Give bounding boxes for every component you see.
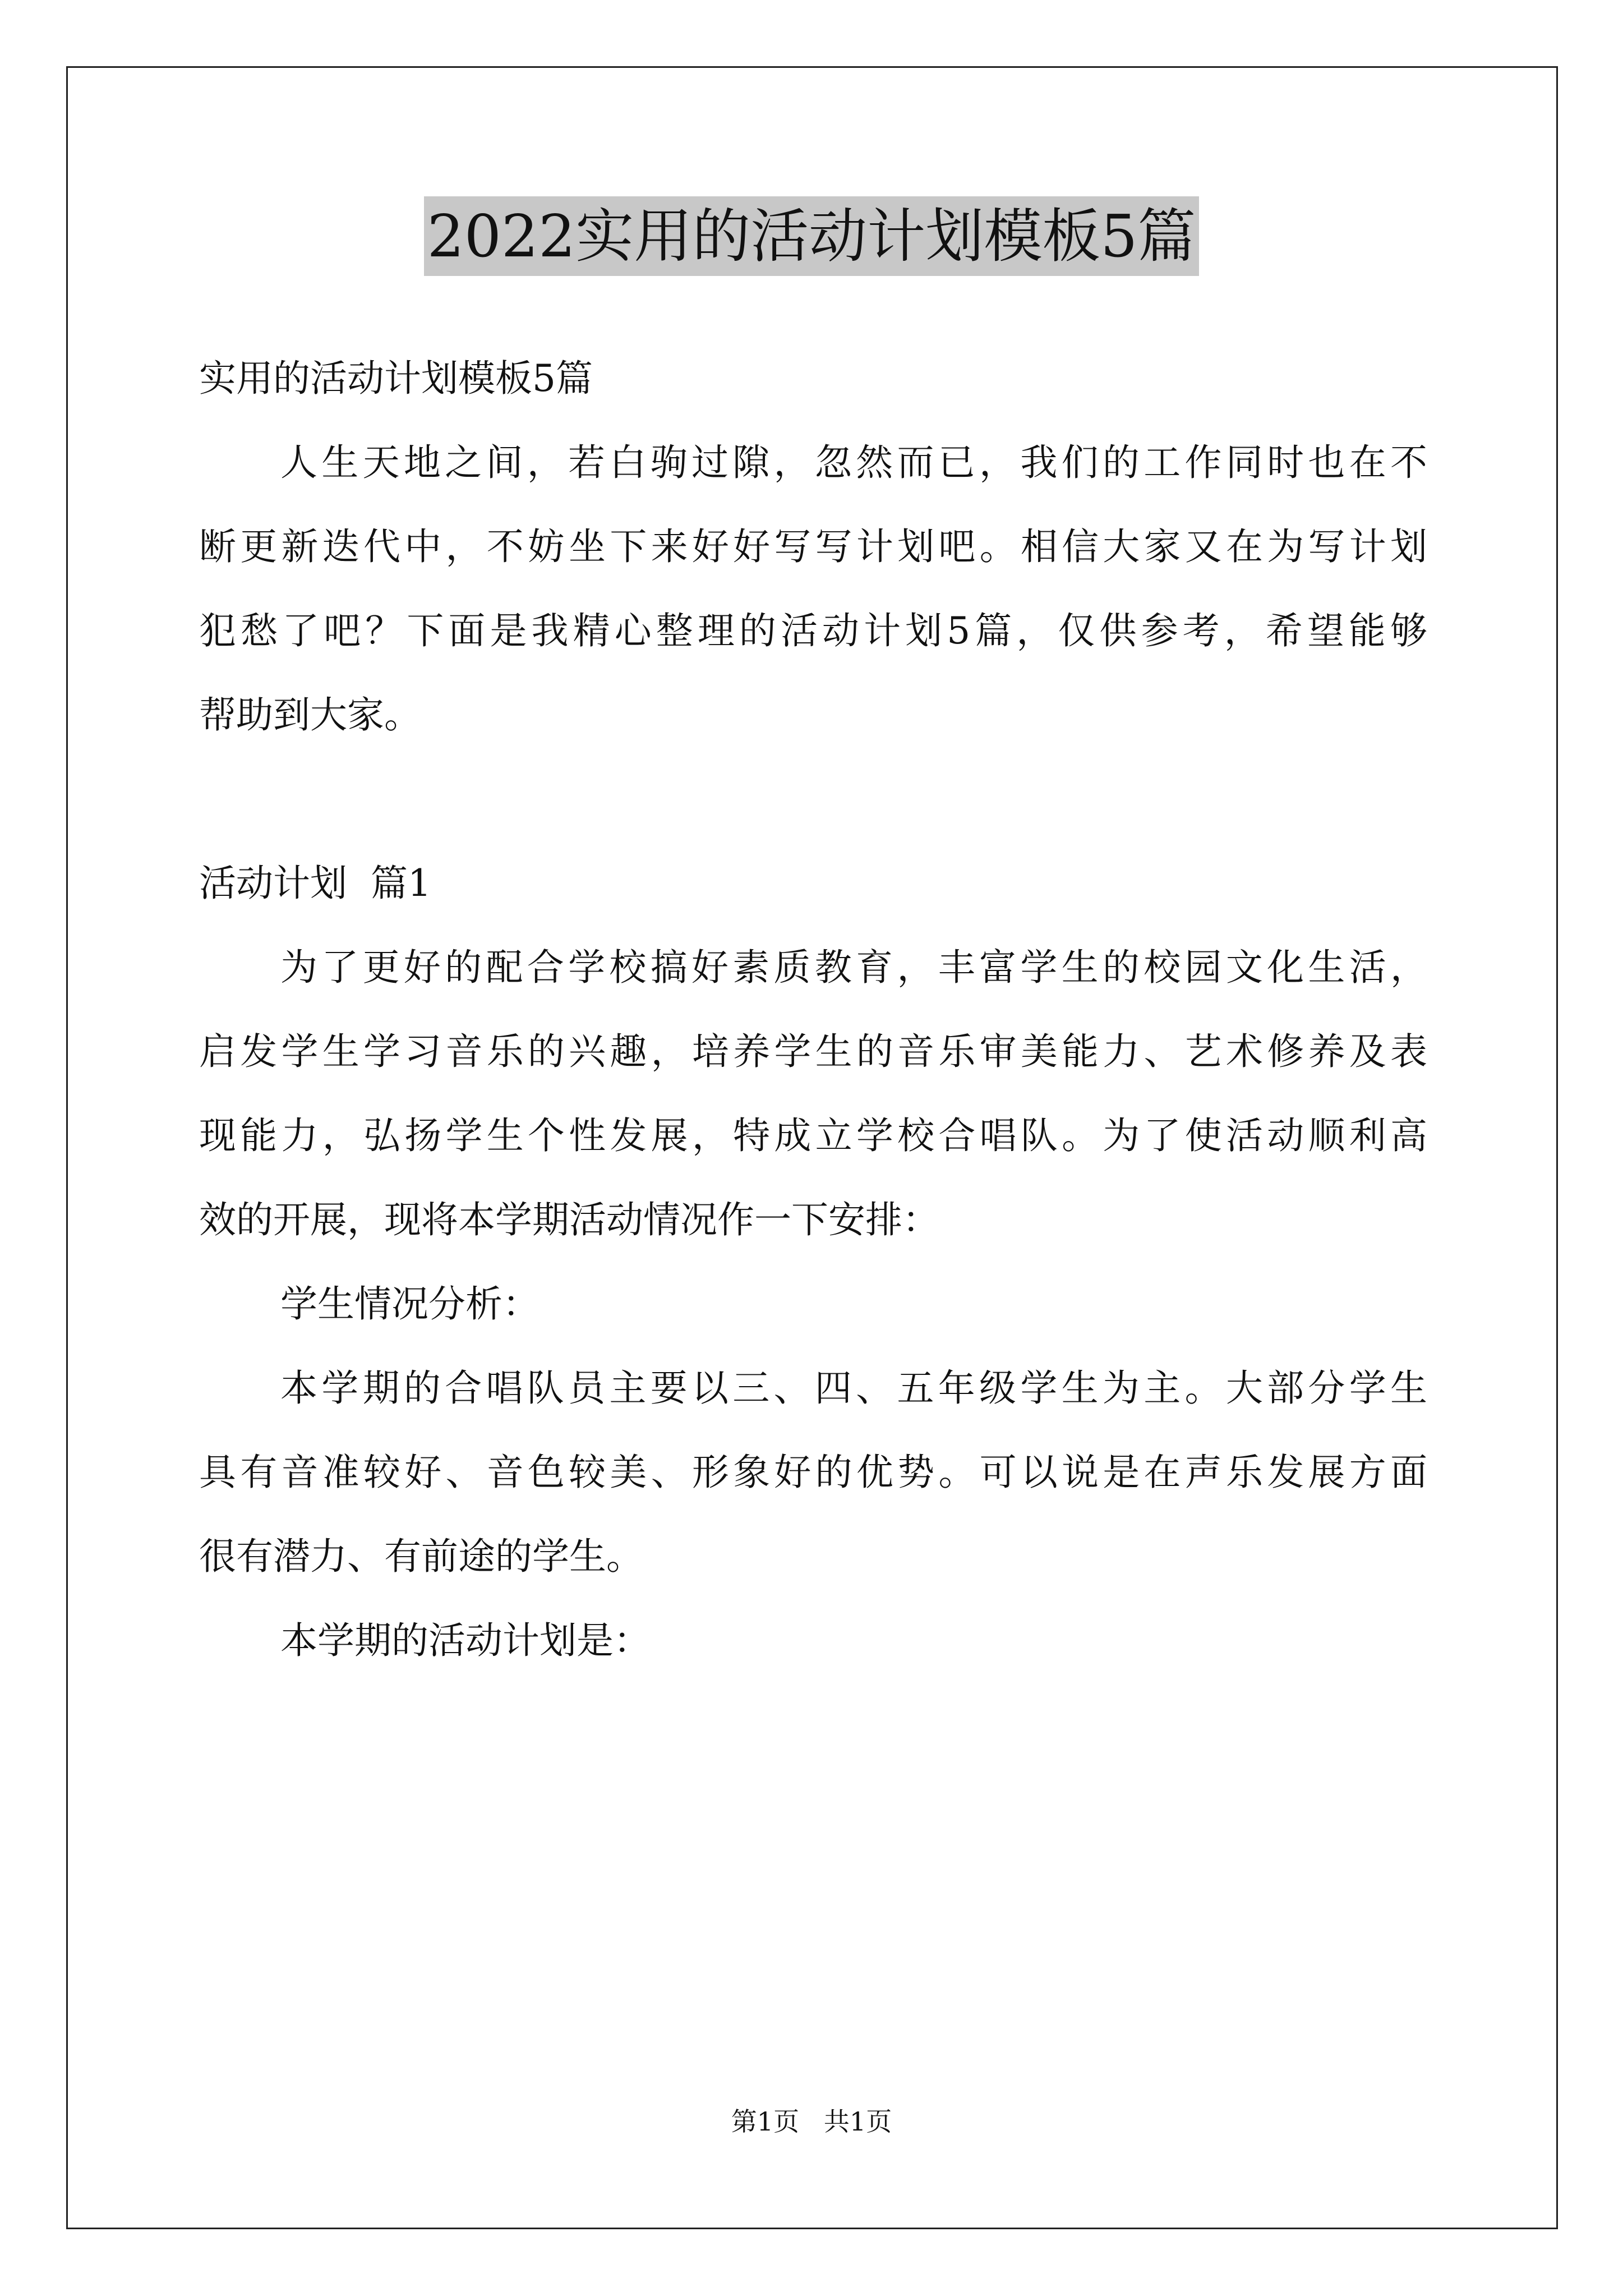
- intro-line-3: 犯愁了吧？下面是我精心整理的活动计划5篇，仅供参考，希望能够: [199, 609, 1427, 652]
- page-footer: 第1页 共1页: [731, 2106, 892, 2137]
- paragraph-gap: [199, 757, 1427, 841]
- intro-line-2: 断更新迭代中，不妨坐下来好好写写计划吧。相信大家又在为写计划: [199, 525, 1427, 568]
- section-para-line-1: 为了更好的配合学校搞好素质教育，丰富学生的校园文化生活，: [280, 946, 1427, 989]
- document-subtitle: 实用的活动计划模板5篇: [199, 357, 593, 400]
- document-title: 2022实用的活动计划模板5篇: [424, 196, 1200, 276]
- section-para-line-4: 效的开展，现将本学期活动情况作一下安排：: [199, 1198, 939, 1241]
- analysis-heading: 学生情况分析：: [280, 1282, 540, 1326]
- section-para-line-2: 启发学生学习音乐的兴趣，培养学生的音乐审美能力、艺术修养及表: [199, 1030, 1427, 1073]
- analysis-line-2: 具有音准较好、音色较美、形象好的优势。可以说是在声乐发展方面: [199, 1451, 1427, 1494]
- intro-line-1: 人生天地之间，若白驹过隙，忽然而已，我们的工作同时也在不: [280, 441, 1427, 484]
- title-wrapper: [0, 196, 1623, 276]
- section-heading: 活动计划 篇1: [199, 862, 431, 905]
- analysis-line-1: 本学期的合唱队员主要以三、四、五年级学生为主。大部分学生: [280, 1366, 1427, 1410]
- intro-line-4: 帮助到大家。: [199, 693, 421, 737]
- analysis-line-3: 很有潜力、有前途的学生。: [199, 1535, 643, 1578]
- document-body: [199, 337, 1427, 1683]
- plan-heading: 本学期的活动计划是：: [280, 1619, 651, 1662]
- section-para-line-3: 现能力，弘扬学生个性发展，特成立学校合唱队。为了使活动顺利高: [199, 1114, 1427, 1157]
